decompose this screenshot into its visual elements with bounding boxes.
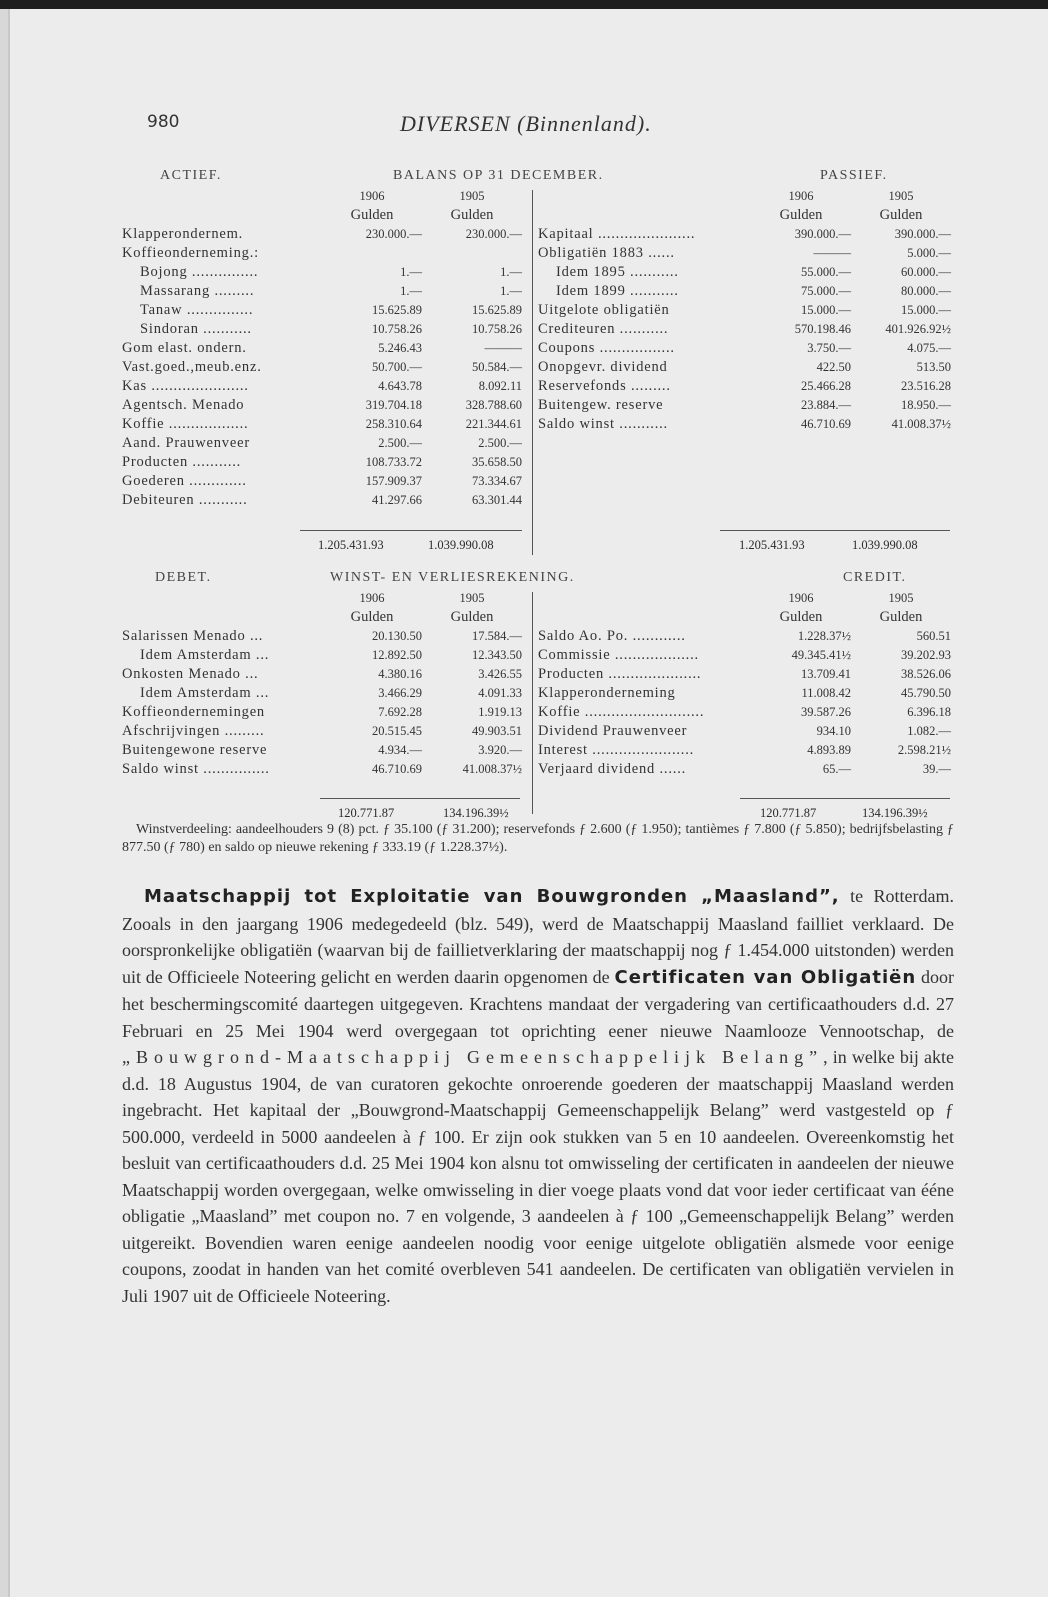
liabilities-total-1906: 1.205.431.93	[739, 538, 805, 552]
liability-row	[538, 263, 951, 282]
liability-row-1906: 55.000.—	[801, 265, 851, 279]
asset-row-1905: 15.625.89	[472, 303, 522, 317]
debit-total-1906: 120.771.87	[338, 806, 395, 820]
balance-right-label: PASSIEF.	[820, 168, 888, 183]
liability-row	[538, 244, 951, 263]
asset-row-label: Klapperondernem.	[122, 226, 244, 242]
asset-row	[122, 339, 522, 358]
asset-row-label: Gom elast. ondern.	[122, 340, 247, 356]
liability-row-label: Obligatiën 1883 ......	[538, 245, 675, 261]
asset-row-1906: 319.704.18	[365, 398, 422, 412]
debit-table	[122, 589, 522, 779]
liabilities-year-header: 1906 1905	[788, 189, 914, 203]
asset-row-1906: 258.310.64	[365, 417, 422, 431]
credit-row-1905: 39.202.93	[901, 648, 951, 662]
liability-row-1905: 15.000.—	[901, 303, 951, 317]
asset-row-label: Debiteuren ...........	[122, 492, 248, 508]
asset-row-label: Goederen .............	[122, 473, 247, 489]
asset-row-1906: 230.000.—	[365, 227, 422, 241]
asset-row	[122, 396, 522, 415]
liability-row-label: Buitengew. reserve	[538, 397, 664, 413]
asset-row-label: Kas ......................	[122, 378, 249, 394]
liabilities-total-rule	[720, 530, 950, 531]
balance-divider	[532, 190, 533, 555]
asset-row-1906: 50.700.—	[372, 360, 422, 374]
liability-row-1906: 390.000.—	[794, 227, 851, 241]
liability-row-label: Reservefonds .........	[538, 378, 671, 394]
debit-row	[122, 665, 522, 684]
asset-row-1905: 8.092.11	[478, 379, 522, 393]
liability-row-1906: 46.710.69	[801, 417, 851, 431]
asset-row	[122, 301, 522, 320]
credit-row-1906: 49.345.41½	[791, 648, 851, 662]
liability-row	[538, 415, 951, 434]
liability-row-label: Coupons .................	[538, 340, 675, 356]
scan-top-edge	[0, 0, 1048, 9]
assets-year-header: 1906 1905	[359, 189, 485, 203]
credit-row	[538, 741, 951, 760]
asset-row-label: Sindoran ...........	[140, 321, 252, 337]
debit-row	[122, 741, 522, 760]
debit-row-1906: 12.892.50	[372, 648, 422, 662]
liabilities-total-1905: 1.039.990.08	[852, 538, 918, 552]
liability-row	[538, 320, 951, 339]
liability-row-label: Onopgevr. dividend	[538, 359, 668, 375]
credit-row-label: Klapperonderneming	[538, 685, 676, 701]
debit-row-1906: 46.710.69	[372, 762, 422, 776]
article-paragraph-3: , in welke bij akte d.d. 18 Augustus 1904, de van curatoren gekochte onroerende goederen der maatschappij Maasland werden ingebracht. Het kapitaal der „Bouwgrond-Maatschappij Gemeenschappelijk Belang” werd vastgesteld op ƒ 500.000, verdeeld in 5000 aandeelen à ƒ 100. Er zijn ook stukken van 5 en 10 aandeelen. Overeenkomstig het besluit van certificaathouders d.d. 25 Mei 1904 kon alsnu tot omwisseling der certificaten in aandeelen der nieuwe Maatschappij worden overgegaan, welke omwisseling in dier voege plaats vond dat voor ieder certificaat van ééne obligatie „Maasland” met coupon no. 7 en volgende, 3 aandeelen à ƒ 100 „Gemeenschappelijk Belang” werden uitgereikt. Bovendien waren eenige aandeelen noodig voor eenige uitgelote obligatiën alsmede voor eenige coupons, zoodat in handen van het comité overbleven 541 aandeelen. De certificaten van obligatiën vervielen in Juli 1907 uit de Officieele Noteering.	[122, 1047, 954, 1306]
asset-row-1905: 50.584.—	[472, 360, 522, 374]
credit-row-1905: 39.—	[922, 762, 951, 776]
asset-row-1905	[422, 244, 522, 263]
credit-row-label: Saldo Ao. Po. ............	[538, 628, 686, 644]
asset-row-1906: 41.297.66	[372, 493, 422, 507]
liability-row-1905: 80.000.—	[901, 284, 951, 298]
debit-row-1906: 20.515.45	[372, 724, 422, 738]
asset-row-label: Vast.goed.,meub.enz.	[122, 359, 262, 375]
liability-row	[538, 225, 951, 244]
asset-row-label: Producten ...........	[122, 454, 242, 470]
asset-row-1905: 35.658.50	[472, 455, 522, 469]
credit-row-label: Interest .......................	[538, 742, 695, 758]
liability-row-label: Uitgelote obligatiën	[538, 302, 670, 318]
asset-row	[122, 377, 522, 396]
credit-row-1905: 2.598.21½	[897, 743, 951, 757]
liability-row-1906: 3.750.—	[807, 341, 851, 355]
liability-row-1906: 15.000.—	[801, 303, 851, 317]
credit-row-1906: 65.—	[822, 762, 851, 776]
liability-row	[538, 282, 951, 301]
debit-row-1905: 12.343.50	[472, 648, 522, 662]
article-title: Maatschappij tot Exploitatie van Bouwgronden „Maasland”,	[144, 886, 840, 907]
credit-row-1905: 38.526.06	[901, 667, 951, 681]
asset-row	[122, 358, 522, 377]
asset-row-1906: 5.246.43	[378, 341, 422, 355]
liabilities-table	[538, 187, 951, 434]
credit-row-1906: 11.008.42	[801, 686, 851, 700]
pl-left-label: DEBET.	[155, 570, 212, 585]
asset-row-1906: 157.909.37	[365, 474, 422, 488]
balance-left-label: ACTIEF.	[160, 168, 222, 183]
asset-row-label: Tanaw ...............	[140, 302, 254, 318]
liability-row	[538, 301, 951, 320]
assets-total-rule	[300, 530, 522, 531]
liability-row-label: Idem 1899 ...........	[556, 283, 679, 299]
debit-row-label: Idem Amsterdam ...	[140, 647, 270, 663]
credit-row	[538, 684, 951, 703]
credit-row-1906: 934.10	[816, 724, 851, 738]
asset-row-label: Massarang .........	[140, 283, 255, 299]
debit-row-1905: 4.091.33	[478, 686, 522, 700]
credit-total-1906: 120.771.87	[760, 806, 817, 820]
debit-row-1905: 49.903.51	[472, 724, 522, 738]
credit-row	[538, 722, 951, 741]
debit-row-1906: 3.466.29	[378, 686, 422, 700]
credit-row-1906: 13.709.41	[801, 667, 851, 681]
asset-row-1905: 1.—	[500, 265, 522, 279]
liability-row-1905: 401.926.92½	[885, 322, 951, 336]
article-paragraph-2: door het beschermingscomité daartegen uitgegeven. Krachtens mandaat der vergadering van certificaathouders d.d. 27 Februari en 25 Mei 1904 werd overgegaan tot oprichting eener nieuwe Naamlooze Vennootschap, de	[122, 966, 954, 1041]
debit-row-1905: 17.584.—	[472, 629, 522, 643]
liability-row-1905: 18.950.—	[901, 398, 951, 412]
debit-row-1906: 4.380.16	[378, 667, 422, 681]
running-title: DIVERSEN (Binnenland).	[400, 111, 652, 136]
debit-row-1905: 3.426.55	[478, 667, 522, 681]
credit-row-1905: 6.396.18	[907, 705, 951, 719]
liability-row-1906: 570.198.46	[794, 322, 851, 336]
credit-row-1905: 560.51	[916, 629, 951, 643]
asset-row-1906: 1.—	[400, 284, 422, 298]
debit-row-1905: 3.920.—	[478, 743, 522, 757]
liability-row-label: Idem 1895 ...........	[556, 264, 679, 280]
profit-distribution-note: Winstverdeeling: aandeelhouders 9 (8) pct. ƒ 35.100 (ƒ 31.200); reservefonds ƒ 2.600 (ƒ 1.950); tantièmes ƒ 7.800 (ƒ 5.850); bedrijfsbelasting ƒ 877.50 (ƒ 780) en saldo op nieuwe rekening ƒ 333.19 (ƒ 1.228.37½).	[122, 822, 954, 855]
debit-row-label: Afschrijvingen .........	[122, 723, 265, 739]
liability-row-1905: 513.50	[916, 360, 951, 374]
liability-row	[538, 358, 951, 377]
debit-row	[122, 646, 522, 665]
credit-row-1905: 1.082.—	[907, 724, 951, 738]
asset-row-1906: 10.758.26	[372, 322, 422, 336]
liability-row-1906: 25.466.28	[801, 379, 851, 393]
assets-total-1906: 1.205.431.93	[318, 538, 384, 552]
asset-row	[122, 225, 522, 244]
credit-row-label: Koffie ...........................	[538, 704, 705, 720]
debit-row	[122, 722, 522, 741]
asset-row-1905: 230.000.—	[465, 227, 522, 241]
liability-row-1906: 75.000.—	[801, 284, 851, 298]
pl-title: WINST- EN VERLIESREKENING.	[330, 570, 575, 585]
asset-row-1905: 1.—	[500, 284, 522, 298]
credit-row	[538, 665, 951, 684]
debit-total-1905: 134.196.39½	[443, 806, 509, 820]
asset-row	[122, 263, 522, 282]
article-subtitle-certificates: Certificaten van Obligatiën	[614, 966, 917, 988]
credit-row-label: Verjaard dividend ......	[538, 761, 687, 777]
asset-row	[122, 415, 522, 434]
debit-row-label: Salarissen Menado ...	[122, 628, 264, 644]
asset-row	[122, 434, 522, 453]
assets-table	[122, 187, 522, 510]
credit-total-1905: 134.196.39½	[862, 806, 928, 820]
debit-row-1905: 1.919.13	[478, 705, 522, 719]
credit-row	[538, 760, 951, 779]
liability-row-1905: 23.516.28	[901, 379, 951, 393]
asset-row-1906: 15.625.89	[372, 303, 422, 317]
debit-row-label: Buitengewone reserve	[122, 742, 268, 758]
asset-row	[122, 491, 522, 510]
credit-table	[538, 589, 951, 779]
credit-row-label: Producten .....................	[538, 666, 702, 682]
liability-row-1906: ———	[813, 246, 851, 260]
asset-row-1906: 1.—	[400, 265, 422, 279]
debit-row-1905: 41.008.37½	[462, 762, 522, 776]
credit-row-1906: 1.228.37½	[797, 629, 851, 643]
assets-total-1905: 1.039.990.08	[428, 538, 494, 552]
article-company-name: „Bouwgrond-Maatschappij Gemeenschappelijk Belang”	[122, 1047, 824, 1067]
credit-row-1905: 45.790.50	[901, 686, 951, 700]
credit-row-1906: 39.587.26	[801, 705, 851, 719]
liability-row-1905: 41.008.37½	[891, 417, 951, 431]
pl-right-label: CREDIT.	[843, 570, 907, 585]
balance-title: BALANS OP 31 DECEMBER.	[393, 168, 604, 183]
asset-row-label: Aand. Prauwenveer	[122, 435, 250, 451]
liability-row-1906: 23.884.—	[801, 398, 851, 412]
debit-row	[122, 760, 522, 779]
asset-row-1906: 2.500.—	[378, 436, 422, 450]
debit-total-rule	[320, 798, 520, 799]
liability-row	[538, 377, 951, 396]
credit-year-header: 1906 1905	[788, 591, 914, 605]
assets-unit-header: Gulden Gulden	[350, 207, 494, 223]
article-paragraph-1: te Rotterdam. Zooals in den jaargang 1906 medegedeeld (blz. 549), werd de Maatschappij Maasland failliet verklaard. De oorspronkelijke obligatiën (waarvan bij de faillietverklaring der maatschappij nog ƒ 1.454.000 uitstonden) werden uit de Officieele Noteering gelicht en werden daarin opgenomen de	[122, 886, 954, 987]
asset-row-1905: 328.788.60	[465, 398, 522, 412]
asset-row-1906: 4.643.78	[378, 379, 422, 393]
credit-row-1906: 4.893.89	[807, 743, 851, 757]
asset-row-label: Agentsch. Menado	[122, 397, 245, 413]
credit-row-label: Dividend Prauwenveer	[538, 723, 688, 739]
asset-row	[122, 320, 522, 339]
credit-row	[538, 703, 951, 722]
asset-row-label: Koffie ..................	[122, 416, 249, 432]
liability-row-1905: 4.075.—	[907, 341, 951, 355]
asset-row-1905: 221.344.61	[465, 417, 522, 431]
asset-row	[122, 453, 522, 472]
liability-row-label: Saldo winst ...........	[538, 416, 668, 432]
asset-row-1905: 2.500.—	[478, 436, 522, 450]
debit-year-header: 1906 1905	[359, 591, 485, 605]
asset-row	[122, 244, 522, 263]
liability-row-1905: 390.000.—	[894, 227, 951, 241]
asset-row-1905: 63.301.44	[472, 493, 522, 507]
debit-row-label: Onkosten Menado ...	[122, 666, 259, 682]
liability-row-1905: 60.000.—	[901, 265, 951, 279]
liability-row	[538, 339, 951, 358]
credit-row-label: Commissie ...................	[538, 647, 699, 663]
asset-row-label: Koffieonderneming.:	[122, 245, 259, 261]
credit-row	[538, 627, 951, 646]
debit-row-label: Koffieondernemingen	[122, 704, 265, 720]
page-number: 980	[147, 112, 180, 132]
liability-row-label: Kapitaal ......................	[538, 226, 696, 242]
credit-unit-header: Gulden Gulden	[779, 609, 923, 625]
pl-divider	[532, 592, 533, 814]
credit-row	[538, 646, 951, 665]
asset-row-1906	[322, 244, 422, 263]
asset-row-1906: 108.733.72	[365, 455, 422, 469]
asset-row	[122, 472, 522, 491]
debit-row-1906: 7.692.28	[378, 705, 422, 719]
asset-row-1905: ———	[484, 341, 522, 355]
liabilities-unit-header: Gulden Gulden	[779, 207, 923, 223]
credit-total-rule	[740, 798, 950, 799]
debit-row-1906: 4.934.—	[378, 743, 422, 757]
liability-row-1906: 422.50	[816, 360, 851, 374]
asset-row-1905: 73.334.67	[472, 474, 522, 488]
debit-row	[122, 703, 522, 722]
article	[122, 883, 954, 1309]
liability-row-1905: 5.000.—	[907, 246, 951, 260]
debit-row	[122, 627, 522, 646]
asset-row-1905: 10.758.26	[472, 322, 522, 336]
debit-row-label: Saldo winst ...............	[122, 761, 270, 777]
liability-row-label: Crediteuren ...........	[538, 321, 669, 337]
debit-row-1906: 20.130.50	[372, 629, 422, 643]
debit-unit-header: Gulden Gulden	[350, 609, 494, 625]
liability-row	[538, 396, 951, 415]
asset-row-label: Bojong ...............	[140, 264, 259, 280]
debit-row-label: Idem Amsterdam ...	[140, 685, 270, 701]
asset-row	[122, 282, 522, 301]
debit-row	[122, 684, 522, 703]
